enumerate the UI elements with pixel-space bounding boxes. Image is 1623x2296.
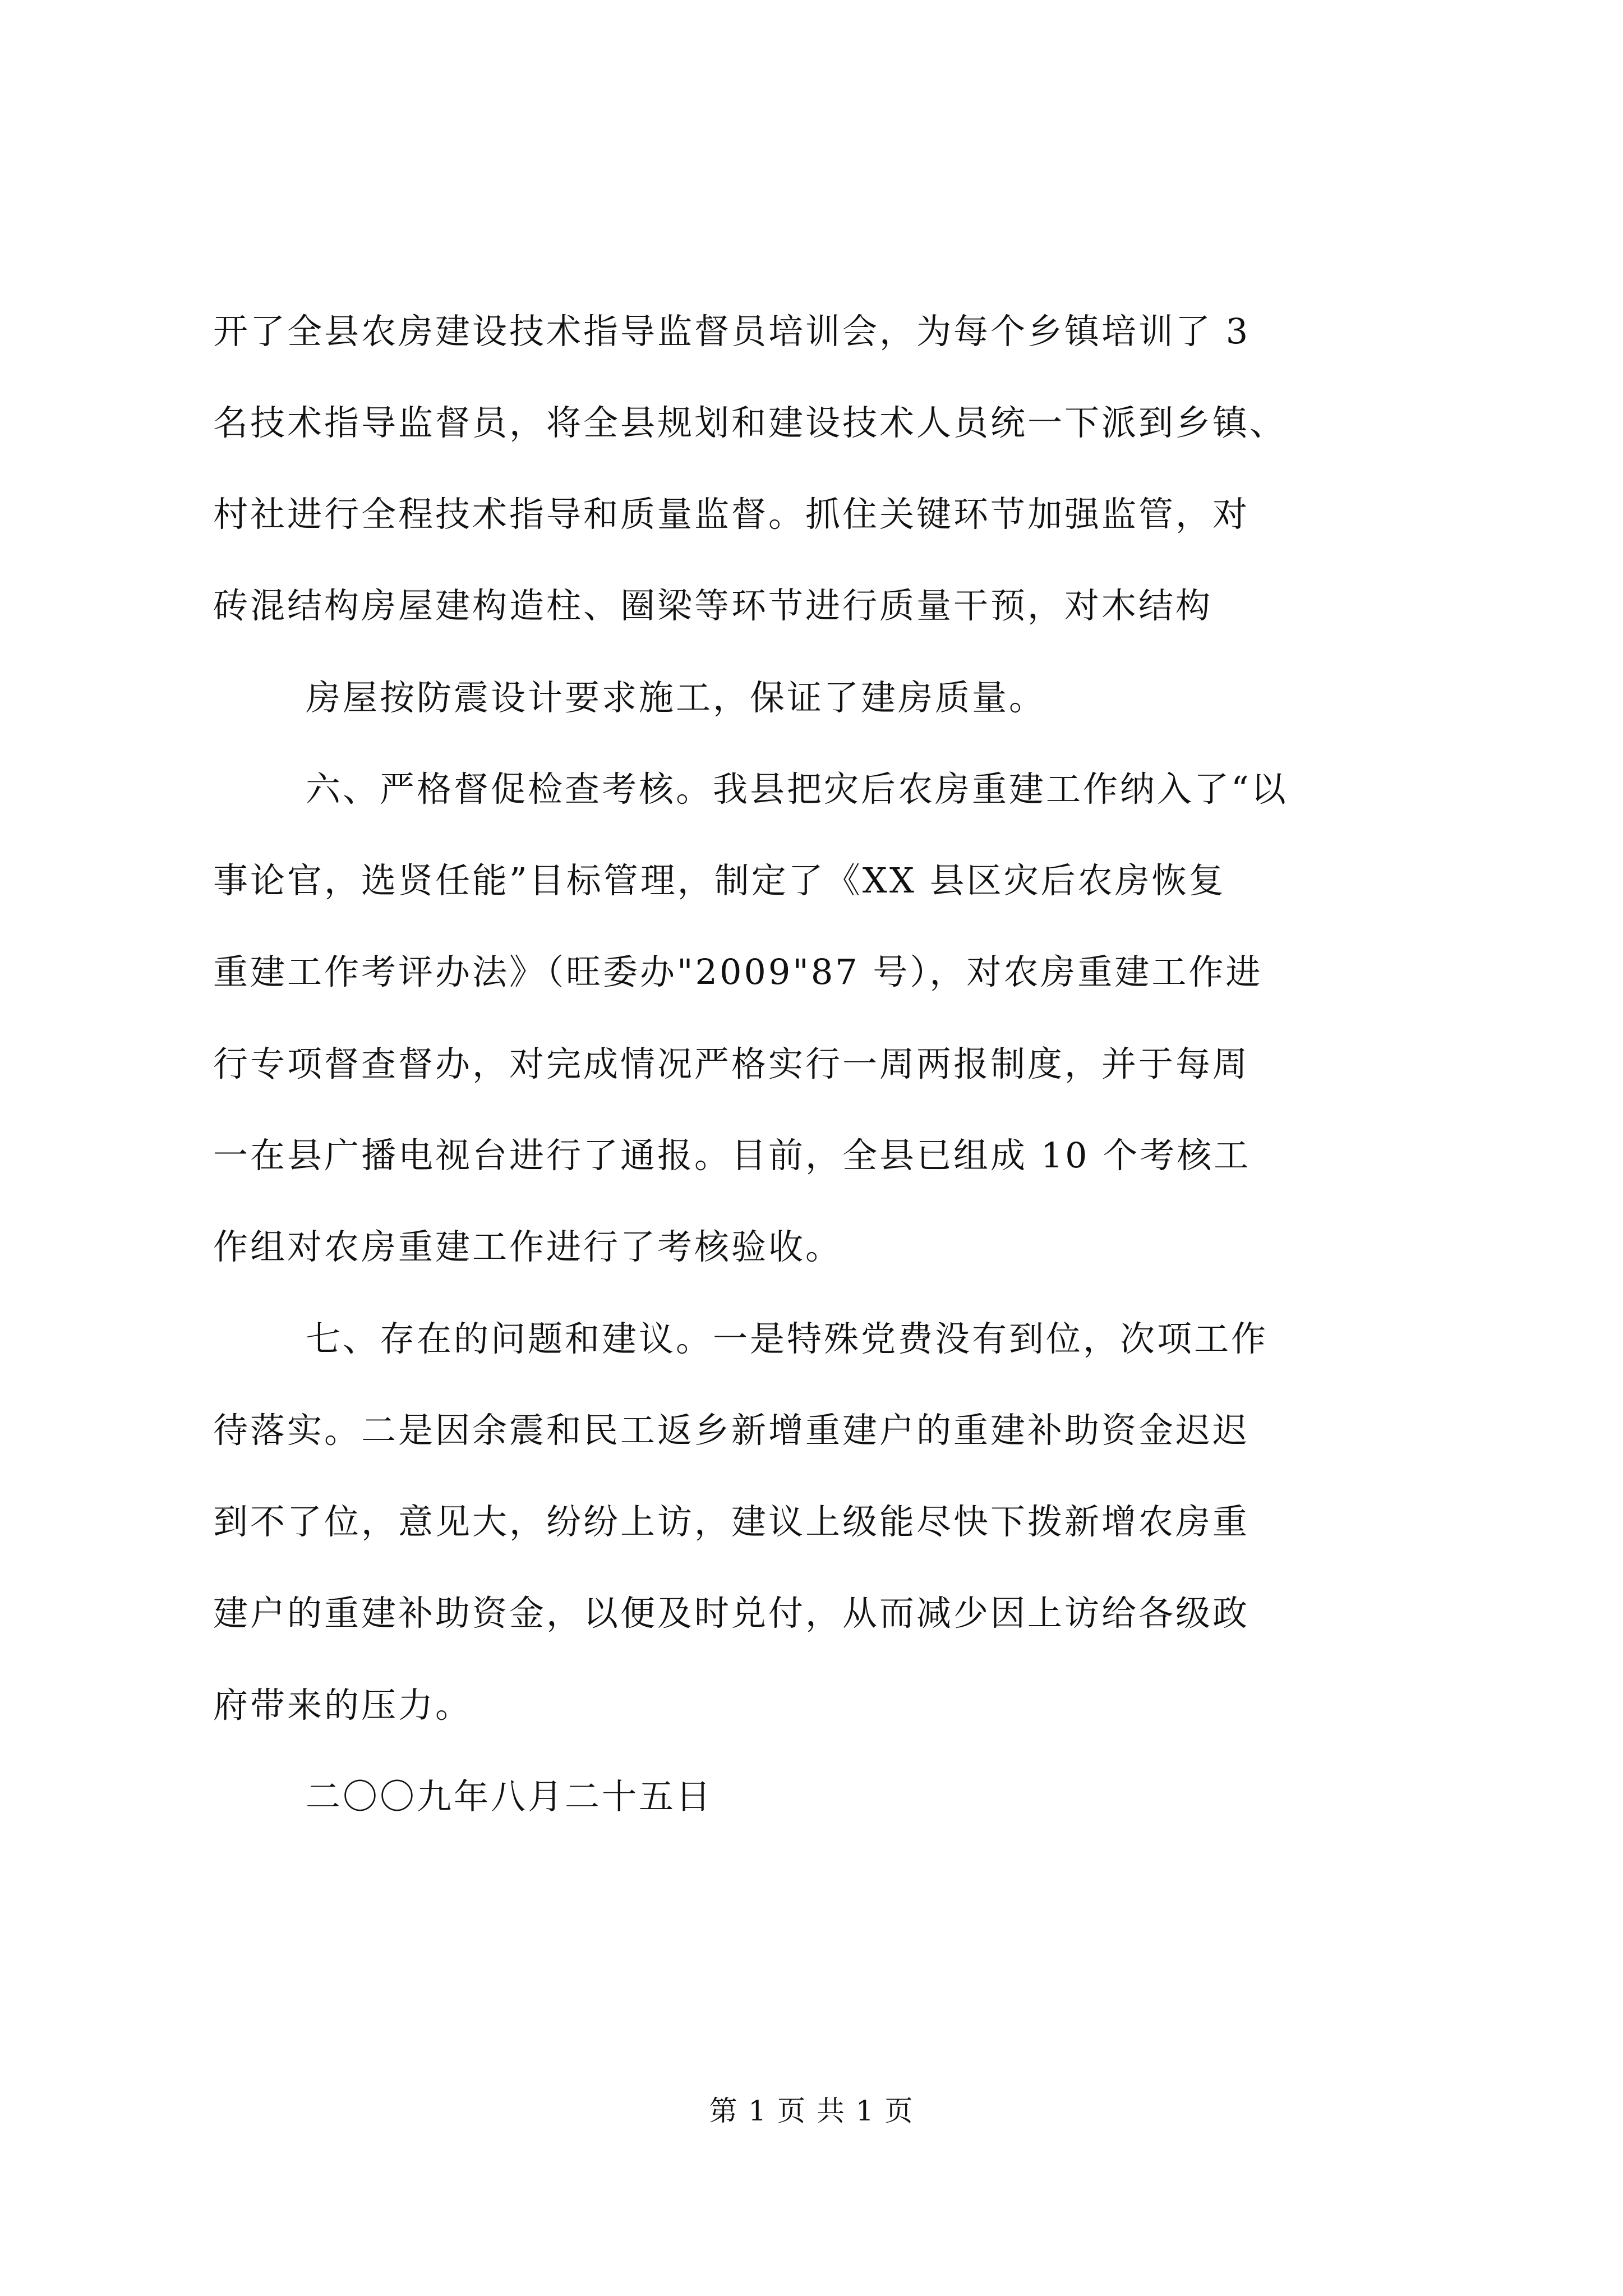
section-seven-heading-line: 七、存在的问题和建议。一是特殊党费没有到位，次项工作: [306, 1318, 1269, 1359]
section-six-heading-line: 六、严格督促检查考核。我县把灾后农房重建工作纳入了“以: [306, 769, 1288, 809]
body-line-4: 砖混结构房屋建构造柱、圈梁等环节进行质量干预，对木结构: [213, 585, 1213, 626]
body-line-15: 建户的重建补助资金，以便及时兑付，从而减少因上访给各级政: [213, 1593, 1250, 1634]
body-line-13: 待落实。二是因余震和民工返乡新增重建户的重建补助资金迟迟: [213, 1410, 1250, 1451]
document-date: 二〇〇九年八月二十五日: [306, 1776, 713, 1817]
body-line-3: 村社进行全程技术指导和质量监督。抓住关键环节加强监管，对: [213, 494, 1250, 535]
body-line-16: 府带来的压力。: [213, 1685, 473, 1726]
page-footer: 第 1 页 共 1 页: [709, 2095, 914, 2127]
body-line-11: 作组对农房重建工作进行了考核验收。: [213, 1226, 843, 1267]
body-line-7: 事论官，选贤任能”目标管理，制定了《XX 县区灾后农房恢复: [213, 860, 1226, 901]
body-line-2: 名技术指导监督员，将全县规划和建设技术人员统一下派到乡镇、: [213, 402, 1287, 443]
body-line-8: 重建工作考评办法》（旺委办"2009"87 号），对农房重建工作进: [213, 951, 1263, 992]
body-line-5: 房屋按防震设计要求施工，保证了建房质量。: [306, 677, 1046, 718]
body-line-9: 行专项督查督办，对完成情况严格实行一周两报制度，并于每周: [213, 1043, 1250, 1084]
body-line-1: 开了全县农房建设技术指导监督员培训会，为每个乡镇培训了 3: [213, 311, 1251, 352]
body-line-14: 到不了位，意见大，纷纷上访，建议上级能尽快下拨新增农房重: [213, 1501, 1250, 1542]
body-line-10: 一在县广播电视台进行了通报。目前，全县已组成 10 个考核工: [213, 1135, 1251, 1176]
